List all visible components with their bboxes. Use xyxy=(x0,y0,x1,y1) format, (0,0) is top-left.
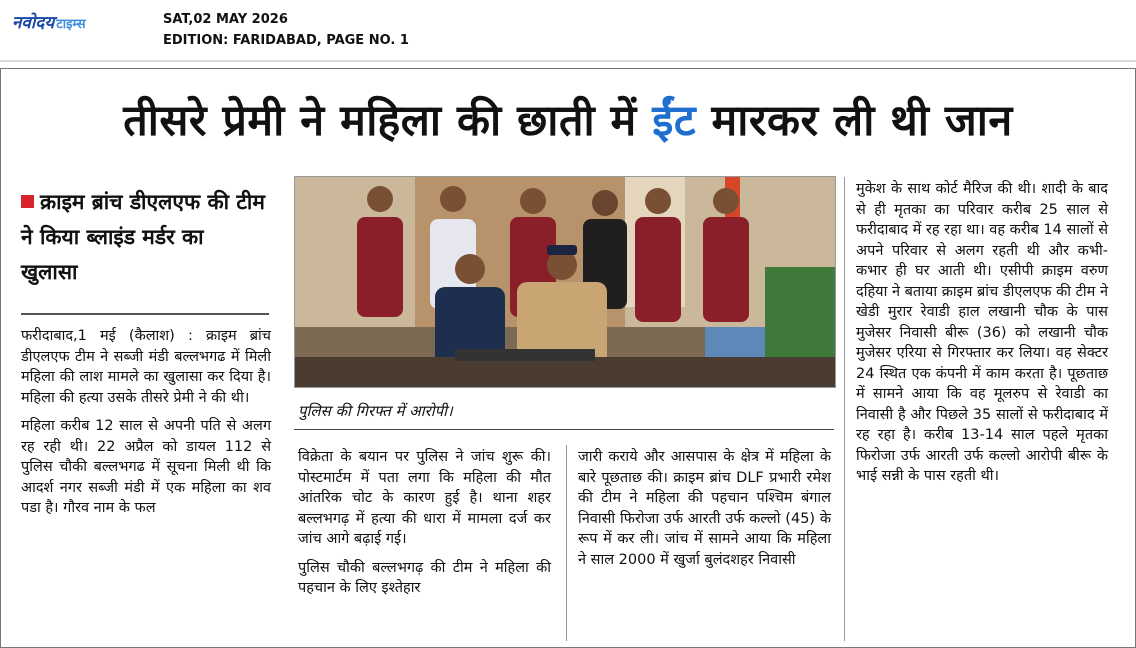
logo-main-text: नवोदय xyxy=(12,13,55,33)
newspaper-logo[interactable] xyxy=(12,10,86,32)
headline-start: तीसरे प्रेमी ने महिला की छाती में xyxy=(123,96,653,146)
photo-caption: पुलिस की गिरफ्त में आरोपी। xyxy=(298,402,453,420)
article-column-2 xyxy=(298,447,551,607)
article-subheading xyxy=(21,185,266,290)
article-photo[interactable] xyxy=(294,176,836,388)
column-2-paragraph-1: विक्रेता के बयान पर पुलिस ने जांच शुरू की। पोस्टमार्टम में पता लगा कि महिला की मौत आंतरिक चोट के कारण हुई है। थाना शहर बल्लभगढ़ में हत्या की धारा में मामला दर्ज कर जांच आगे बढ़ाई गई। xyxy=(298,449,551,547)
column-1-paragraph-1: फरीदाबाद,1 मई (कैलाश) : क्राइम ब्रांच डीएलएफ टीम ने सब्जी मंडी बल्लभगढ में मिली महिला की लाश मामले का खुलासा कर दिया है। महिला की हत्या उसके तीसरे प्रेमी ने की थी। xyxy=(21,328,271,406)
column-divider xyxy=(566,445,567,641)
headline-highlight: ईंट xyxy=(652,96,697,146)
newspaper-header xyxy=(0,0,1136,62)
subheading-divider xyxy=(21,313,269,315)
column-4-paragraph-1: मुकेश के साथ कोर्ट मैरिज की थी। शादी के बाद से ही मृतका का परिवार करीब 25 साल से फरीदाबाद में रह रहा था। वह करीब 14 सालों से अपने परिवार से अलग रहती थी और कभी-कभार ही घर आती थी। एसीपी क्राइम वरुण दहिया ने बताया क्राइम ब्रांच डीएलएफ की टीम ने खेडी मुरार रेवाडी हाल लखानी चौक के पास मुजेसर निवासी बीरू (36) को लखानी चौक मुजेसर एरिया से गिरफ्तार कर लिया। वह सेक्टर 24 स्थित एक कंपनी में काम करता है। पूछताछ में सामने आया कि वह मूलरुप से रेवाडी का निवासी है और पिछले 35 सालों से फरीदाबाद में रह रहा है। करीब 13-14 साल पहले मृतका फिरोजा उर्फ आरती उर्फ कल्लो आरोपी बीरू के भाई सन्नी के पास रहती थी। xyxy=(856,181,1108,484)
edition-date: SAT,02 MAY 2026 xyxy=(163,12,288,27)
column-2-paragraph-2: पुलिस चौकी बल्लभगढ़ की टीम ने महिला की पहचान के लिए इश्तेहार xyxy=(298,559,551,596)
red-square-bullet-icon xyxy=(21,195,34,208)
article-column-1 xyxy=(21,326,271,527)
edition-info xyxy=(163,9,409,51)
column-divider xyxy=(844,177,845,641)
subheading-text: क्राइम ब्रांच डीएलएफ की टीम ने किया ब्लाइंड मर्डर का खुलासा xyxy=(21,190,265,284)
headline-end: मारकर ली थी जान xyxy=(696,96,1013,146)
column-1-paragraph-2: महिला करीब 12 साल से अपनी पति से अलग रह रही थी। 22 अप्रैल को डायल 112 से पुलिस चौकी बल्लभगढ में सूचना मिली थी कि आदर्श नगर सब्जी मंडी में एक महिला का शव पडा है। गौरव नाम के फल xyxy=(21,418,271,516)
logo-sub-text: टाइम्स xyxy=(56,17,86,32)
caption-divider xyxy=(294,429,834,430)
article-column-3 xyxy=(578,447,831,578)
news-article xyxy=(0,68,1136,648)
article-headline xyxy=(1,89,1135,148)
article-column-4 xyxy=(856,179,1108,495)
column-3-paragraph-1: जारी कराये और आसपास के क्षेत्र में महिला के बारे पूछताछ की। क्राइम ब्रांच DLF प्रभारी रमेश की टीम ने महिला की पहचान पश्चिम बंगाल निवासी फिरोजा उर्फ आरती उर्फ कल्लो (45) के रूप में कर ली। जांच में सामने आया कि महिला ने साल 2000 में खुर्जा बुलंदशहर निवासी xyxy=(578,449,831,568)
police-press-photo-icon xyxy=(295,177,835,387)
edition-page: EDITION: FARIDABAD, PAGE NO. 1 xyxy=(163,33,409,48)
